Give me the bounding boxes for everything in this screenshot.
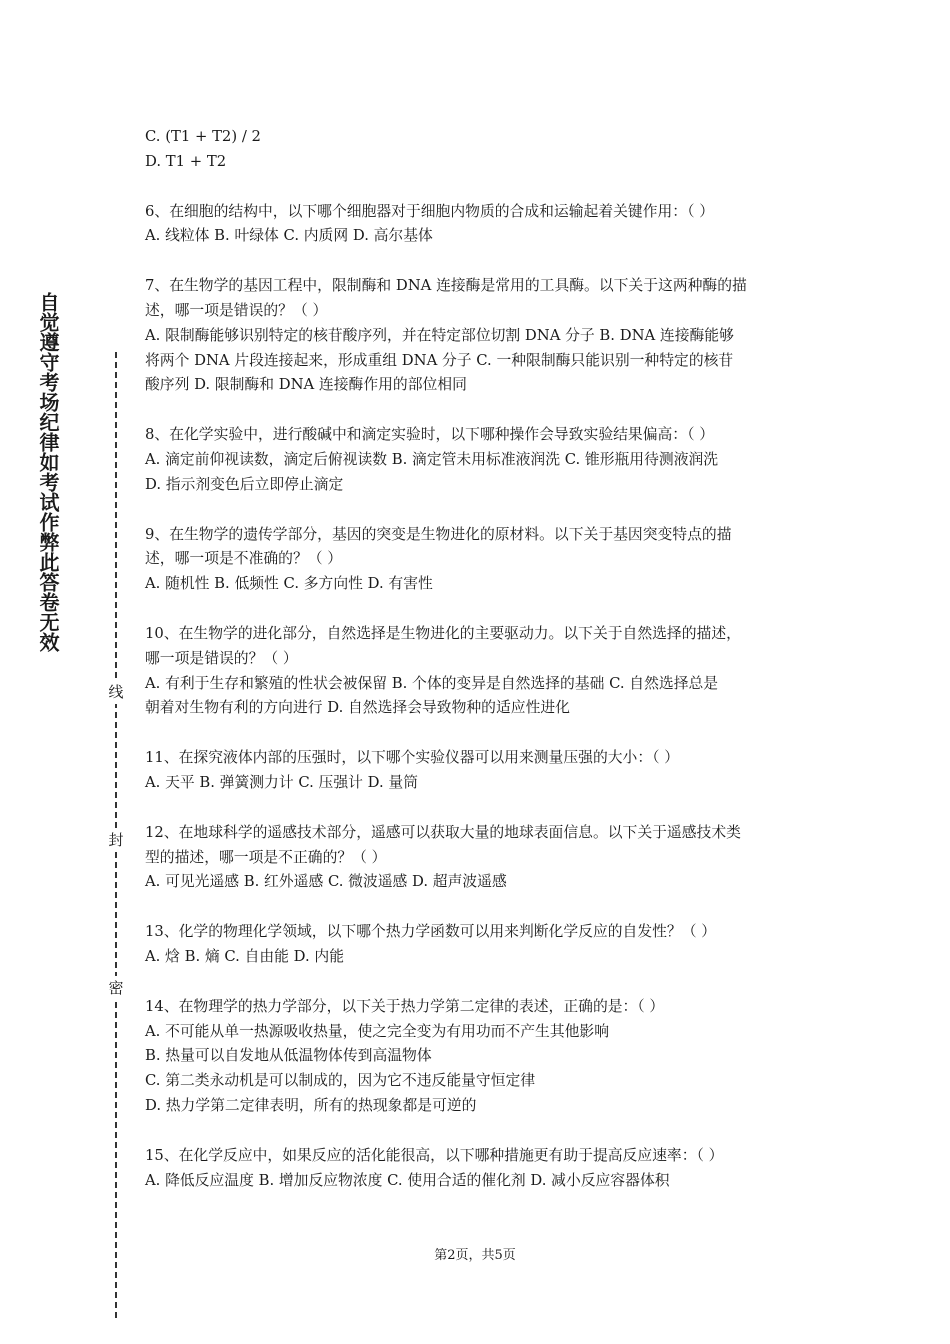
question-text-line: A. 天平 B. 弹簧测力计 C. 压强计 D. 量筒 [145, 773, 418, 791]
question-text-line: D. 热力学第二定律表明，所有的热现象都是可逆的 [145, 1096, 477, 1114]
question-13 [145, 920, 810, 970]
question-5-options-continued [145, 125, 810, 175]
question-15 [145, 1144, 810, 1194]
question-text-line: 述，哪一项是错误的？（ ） [145, 301, 328, 319]
question-text-line: A. 有利于生存和繁殖的性状会被保留 B. 个体的变异是自然选择的基础 C. 自然选择总是 [145, 674, 719, 692]
page-number: 第2页，共5页 [434, 1248, 516, 1263]
question-text-line: B. 热量可以自发地从低温物体传到高温物体 [145, 1047, 432, 1065]
question-text-line: A. 限制酶能够识别特定的核苷酸序列，并在特定部位切割 DNA 分子 B. DNA 连接酶能够 [145, 326, 734, 344]
question-text-line: A. 焓 B. 熵 C. 自由能 D. 内能 [145, 947, 345, 965]
question-text-line: D. T1 + T2 [145, 152, 227, 170]
question-text-line: D. 指示剂变色后立即停止滴定 [145, 475, 344, 493]
question-text-line: A. 可见光遥感 B. 红外遥感 C. 微波遥感 D. 超声波遥感 [145, 873, 507, 891]
question-6 [145, 200, 810, 250]
question-14 [145, 995, 810, 1119]
binding-label-mi: 密 [106, 976, 126, 1000]
question-text-line: 酸序列 D. 限制酶和 DNA 连接酶作用的部位相同 [145, 376, 467, 394]
question-text-line: 述，哪一项是不准确的？（ ） [145, 550, 343, 568]
binding-label-feng: 封 [106, 828, 126, 852]
question-9 [145, 523, 810, 597]
question-text-line: A. 线粒体 B. 叶绿体 C. 内质网 D. 高尔基体 [145, 227, 433, 245]
question-text-line: 8、在化学实验中，进行酸碱中和滴定实验时，以下哪种操作会导致实验结果偏高：（ ） [145, 426, 715, 444]
question-text-line: A. 降低反应温度 B. 增加反应物浓度 C. 使用合适的催化剂 D. 减小反应容器体积 [145, 1171, 670, 1189]
question-7 [145, 274, 810, 398]
question-text-line: 14、在物理学的热力学部分，以下关于热力学第二定律的表述，正确的是：（ ） [145, 997, 665, 1015]
question-text-line: A. 随机性 B. 低频性 C. 多方向性 D. 有害性 [145, 575, 433, 593]
question-text-line: 7、在生物学的基因工程中，限制酶和 DNA 连接酶是常用的工具酶。以下关于这两种酶的描 [145, 277, 747, 295]
question-text-line: 将两个 DNA 片段连接起来，形成重组 DNA 分子 C. 一种限制酶只能识别一种特定的核苷 [145, 351, 734, 369]
question-text-line: 11、在探究液体内部的压强时，以下哪个实验仪器可以用来测量压强的大小：（ ） [145, 749, 680, 767]
question-text-line: C. (T1 + T2) / 2 [145, 128, 261, 145]
question-12 [145, 821, 810, 895]
question-text-line: 10、在生物学的进化部分，自然选择是生物进化的主要驱动力。以下关于自然选择的描述， [145, 624, 741, 642]
question-list [145, 125, 810, 1193]
question-text-line: 9、在生物学的遗传学部分，基因的突变是生物进化的原材料。以下关于基因突变特点的描 [145, 525, 732, 543]
exam-discipline-notice: 自觉遵守考场纪律如考试作弊此答卷无效 [36, 292, 60, 652]
question-text-line: C. 第二类永动机是可以制成的，因为它不违反能量守恒定律 [145, 1072, 536, 1090]
question-text-line: 哪一项是错误的？（ ） [145, 649, 298, 667]
question-10 [145, 622, 810, 721]
question-text-line: 朝着对生物有利的方向进行 D. 自然选择会导致物种的适应性进化 [145, 699, 570, 717]
question-text-line: A. 不可能从单一热源吸收热量，使之完全变为有用功而不产生其他影响 [145, 1022, 610, 1040]
question-text-line: 13、化学的物理化学领域，以下哪个热力学函数可以用来判断化学反应的自发性？（ ） [145, 923, 717, 941]
question-text-line: 6、在细胞的结构中，以下哪个细胞器对于细胞内物质的合成和运输起着关键作用：（ ） [145, 202, 715, 220]
question-11 [145, 746, 810, 796]
binding-label-xian: 线 [106, 680, 126, 704]
question-text-line: A. 滴定前仰视读数，滴定后俯视读数 B. 滴定管未用标准液润洗 C. 锥形瓶用待测液润洗 [145, 450, 719, 468]
question-8 [145, 423, 810, 497]
question-text-line: 12、在地球科学的遥感技术部分，遥感可以获取大量的地球表面信息。以下关于遥感技术类 [145, 823, 741, 841]
question-text-line: 型的描述，哪一项是不正确的？（ ） [145, 848, 387, 866]
question-text-line: 15、在化学反应中，如果反应的活化能很高，以下哪种措施更有助于提高反应速率：（ ） [145, 1146, 724, 1164]
